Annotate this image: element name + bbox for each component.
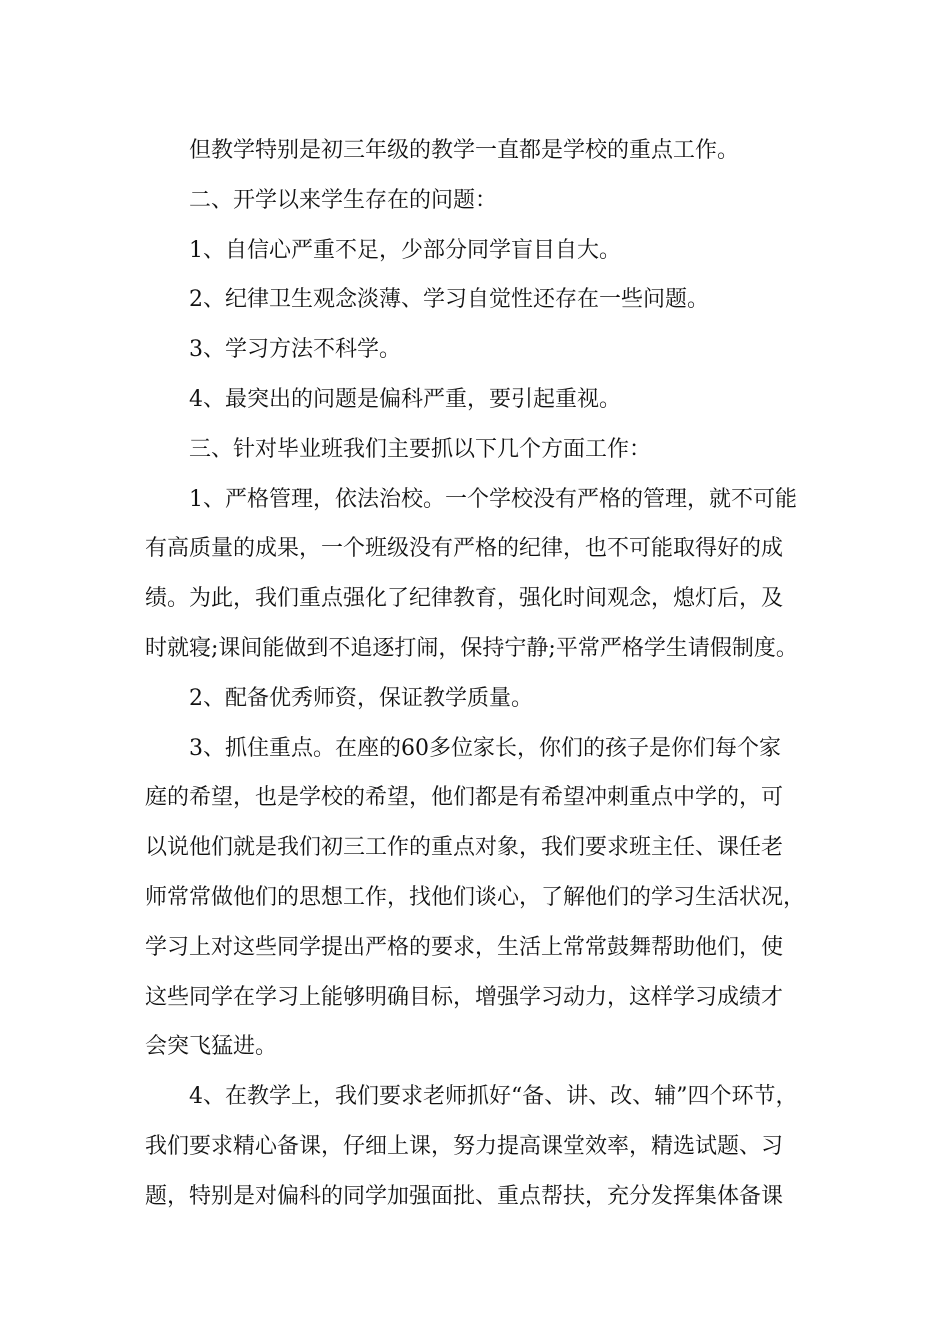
paragraph-line: 但教学特别是初三年级的教学一直都是学校的重点工作。 [189,138,740,163]
paragraph-line: 以说他们就是我们初三工作的重点对象，我们要求班主任、课任老 [145,835,784,861]
paragraph-line: 题，特别是对偏科的同学加强面批、重点帮扶，充分发挥集体备课 [145,1183,784,1209]
section-heading: 三、针对毕业班我们主要抓以下几个方面工作： [189,436,652,462]
paragraph-line: 3、抓住重点。在座的60多位家长，你们的孩子是你们每个家 [189,735,781,761]
list-item: 4、最突出的问题是偏科严重，要引起重视。 [189,386,621,412]
section-heading: 二、开学以来学生存在的问题： [189,187,498,213]
list-item: 3、学习方法不科学。 [189,337,401,363]
paragraph-line: 会突飞猛进。 [145,1034,278,1060]
document-body [145,126,825,1222]
paragraph-line: 学习上对这些同学提出严格的要求，生活上常常鼓舞帮助他们，使 [145,934,784,960]
paragraph-line: 庭的希望，也是学校的希望，他们都是有希望冲刺重点中学的，可 [145,785,784,811]
paragraph-line: 1、严格管理，依法治校。一个学校没有严格的管理，就不可能 [189,486,797,512]
list-item: 2、配备优秀师资，保证教学质量。 [189,685,533,711]
paragraph-line: 绩。为此，我们重点强化了纪律教育，强化时间观念，熄灯后，及 [145,586,784,612]
paragraph-line: 时就寝;课间能做到不追逐打闹，保持宁静;平常严格学生请假制度。 [145,635,798,661]
list-item: 2、纪律卫生观念淡薄、学习自觉性还存在一些问题。 [189,287,709,313]
paragraph-line: 我们要求精心备课，仔细上课，努力提高课堂效率，精选试题、习 [145,1133,784,1159]
paragraph-line: 这些同学在学习上能够明确目标，增强学习动力，这样学习成绩才 [145,984,784,1010]
list-item: 1、自信心严重不足，少部分同学盲目自大。 [189,237,621,263]
paragraph-line: 4、在教学上，我们要求老师抓好“备、讲、改、辅”四个环节， [189,1084,798,1110]
paragraph-line: 师常常做他们的思想工作，找他们谈心，了解他们的学习生活状况， [145,884,806,910]
paragraph-line: 有高质量的成果，一个班级没有严格的纪律，也不可能取得好的成 [145,536,784,562]
